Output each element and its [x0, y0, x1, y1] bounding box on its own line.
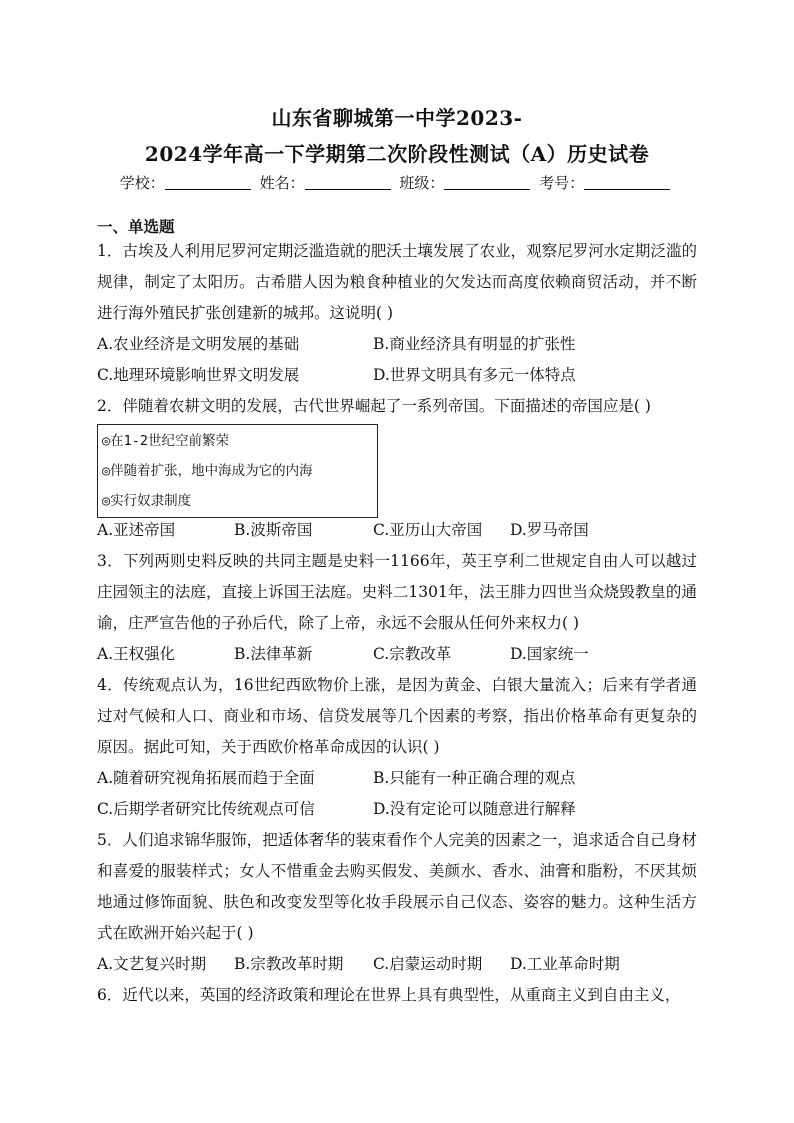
question-4-option-b[interactable]: B.只能有一种正确合理的观点 — [373, 769, 576, 787]
question-5-option-d[interactable]: D.工业革命时期 — [510, 955, 620, 973]
exam-number-label: 考号： — [539, 174, 585, 192]
school-label: 学校： — [119, 174, 165, 192]
source-line-3: ◎实行奴隶制度 — [102, 493, 192, 509]
section-title: 一、单选题 — [97, 217, 175, 236]
question-5-option-c[interactable]: C.启蒙运动时期 — [373, 955, 483, 973]
question-4-stem: 4．传统观点认为，16世纪西欧物价上涨，是因为黄金、白银大量流入；后来有学者通过对气候和人口、商业和市场、信贷发展等几个因素的考察，指出价格革命有更复杂的原因。据此可知，关于西欧价格革命成因的认识( ) — [97, 676, 697, 756]
class-blank[interactable] — [444, 175, 530, 190]
question-3-option-b[interactable]: B.法律革新 — [234, 645, 313, 663]
question-2-options-row — [97, 515, 697, 546]
exam-title-line2: 2024学年高一下学期第二次阶段性测试（A）历史试卷 — [144, 142, 650, 166]
question-2-stem: 2．伴随着农耕文明的发展，古代世界崛起了一系列帝国。下面描述的帝国应是( ) — [97, 397, 651, 415]
exam-title-line1: 山东省聊城第一中学2023- — [271, 106, 523, 130]
question-4-options-row2 — [97, 794, 697, 825]
question-2-source-box — [97, 424, 378, 518]
question-1-options-row2 — [97, 360, 697, 391]
student-info-row — [0, 172, 794, 193]
question-5-option-a[interactable]: A.文艺复兴时期 — [97, 955, 207, 973]
exam-number-blank[interactable] — [584, 175, 670, 190]
question-4-option-a[interactable]: A.随着研究视角拓展而趋于全面 — [97, 769, 315, 787]
question-2-option-c[interactable]: C.亚历山大帝国 — [373, 521, 483, 539]
source-line-2: ◎伴随着扩张，地中海成为它的内海 — [102, 463, 313, 479]
question-3-stem: 3．下列两则史料反映的共同主题是史料一1166年，英王亨利二世规定自由人可以越过庄园领主的法庭，直接上诉国王法庭。史料二1301年，法王腓力四世当众烧毁教皇的通谕，庄严宣告他的子孙后代，除了上帝，永远不会服从任何外来权力( ) — [97, 552, 697, 632]
question-2-option-a[interactable]: A.亚述帝国 — [97, 521, 176, 539]
question-3-option-c[interactable]: C.宗教改革 — [373, 645, 452, 663]
question-3-option-a[interactable]: A.王权强化 — [97, 645, 176, 663]
name-blank[interactable] — [305, 175, 391, 190]
class-label: 班级： — [399, 174, 445, 192]
question-4-option-d[interactable]: D.没有定论可以随意进行解释 — [373, 800, 576, 818]
question-1-stem: 1．古埃及人利用尼罗河定期泛滥造就的肥沃土壤发展了农业，观察尼罗河水定期泛滥的规律，制定了太阳历。古希腊人因为粮食种植业的欠发达而高度依赖商贸活动，并不断进行海外殖民扩张创建新的城邦。这说明( ) — [97, 242, 697, 322]
question-3-option-d[interactable]: D.国家统一 — [510, 645, 589, 663]
question-4-options-row1 — [97, 763, 697, 794]
source-line-1: ◎在1-2世纪空前繁荣 — [102, 433, 230, 449]
question-5-options-row — [97, 949, 697, 980]
question-1-option-b[interactable]: B.商业经济具有明显的扩张性 — [373, 335, 576, 353]
question-1-option-c[interactable]: C.地理环境影响世界文明发展 — [97, 366, 300, 384]
school-blank[interactable] — [165, 175, 251, 190]
question-1-option-d[interactable]: D.世界文明具有多元一体特点 — [373, 366, 576, 384]
name-label: 姓名： — [259, 174, 305, 192]
question-5-option-b[interactable]: B.宗教改革时期 — [234, 955, 344, 973]
question-2-option-d[interactable]: D.罗马帝国 — [510, 521, 589, 539]
question-1-options-row1 — [97, 329, 697, 360]
question-1-option-a[interactable]: A.农业经济是文明发展的基础 — [97, 335, 300, 353]
question-4-option-c[interactable]: C.后期学者研究比传统观点可信 — [97, 800, 315, 818]
question-6-stem: 6．近代以来，英国的经济政策和理论在世界上具有典型性，从重商主义到自由主义， — [97, 986, 681, 1004]
question-3-options-row — [97, 639, 697, 670]
question-2-option-b[interactable]: B.波斯帝国 — [234, 521, 313, 539]
question-5-stem: 5．人们追求锦华服饰，把适体奢华的装束看作个人完美的因素之一，追求适合自己身材和喜爱的服装样式；女人不惜重金去购买假发、美颜水、香水、油膏和脂粉，不厌其烦地通过修饰面貌、肤色和改变发型等化妆手段展示自己仪态、姿容的魅力。这种生活方式在欧洲开始兴起于( ) — [97, 831, 697, 942]
